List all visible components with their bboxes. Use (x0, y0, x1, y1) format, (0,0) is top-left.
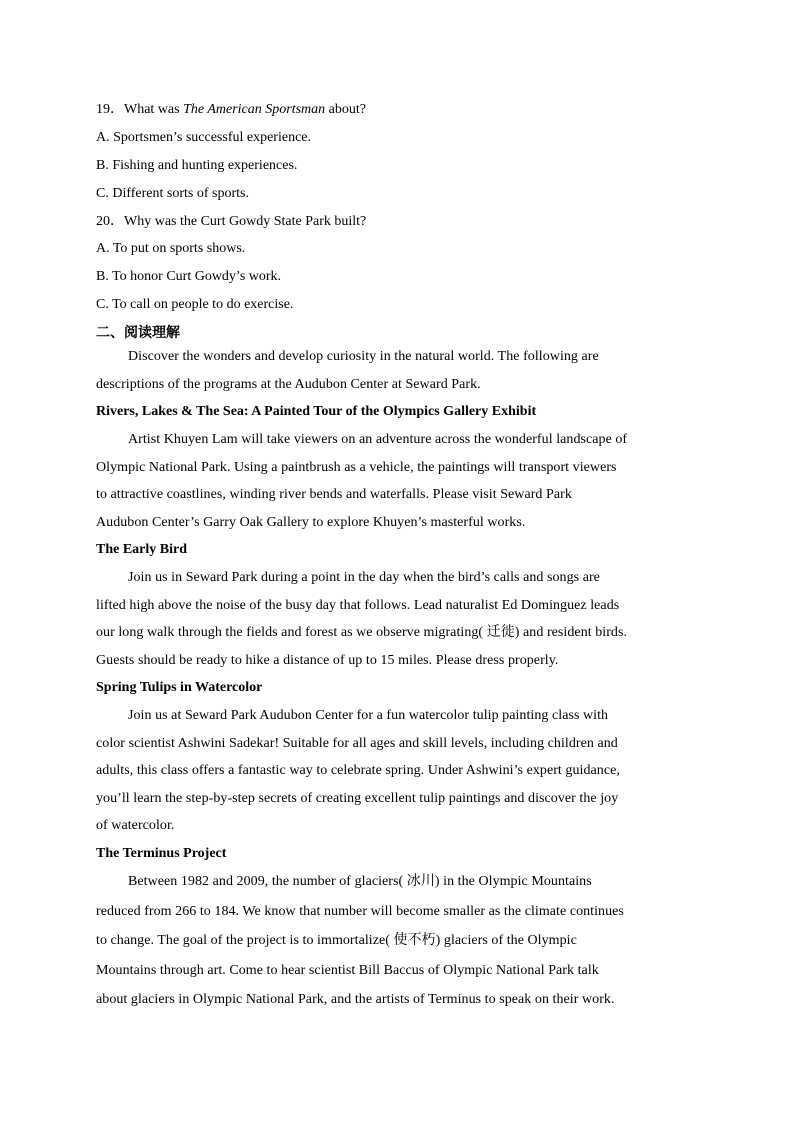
program-title: Rivers, Lakes & The Sea: A Painted Tour of the Olympics Gallery Exhibit (96, 404, 537, 420)
option-c: C. To call on people to do exercise. (96, 297, 294, 313)
paragraph-line: Guests should be ready to hike a distance of up to 15 miles. Please dress properly. (96, 652, 559, 668)
paragraph-line: you’ll learn the step-by-step secrets of creating excellent tulip paintings and discover the joy (96, 790, 619, 806)
paragraph-line: of watercolor. (96, 818, 175, 834)
document-page (96, 96, 696, 1014)
program-description (96, 702, 696, 840)
paragraph-line: adults, this class offers a fantastic way to celebrate spring. Under Ashwini’s expert guidance, (96, 763, 620, 779)
option-b: B. Fishing and hunting experiences. (96, 157, 298, 173)
paragraph-line: Join us in Seward Park during a point in the day when the bird’s calls and songs are (128, 569, 600, 585)
paragraph-line: Join us at Seward Park Audubon Center for a fun watercolor tulip painting class with (128, 707, 609, 723)
program-gallery-exhibit (96, 398, 696, 536)
paragraph-line: reduced from 266 to 184. We know that number will become smaller as the climate continues (96, 904, 624, 920)
stem-italic-title: The American Sportsman (183, 102, 326, 117)
paragraph-line: lifted high above the noise of the busy day that follows. Lead naturalist Ed Dominguez leads (96, 597, 620, 613)
program-terminus-project (96, 840, 696, 1015)
section-title: 二、阅读理解 (96, 325, 180, 342)
program-description (96, 867, 696, 1014)
paragraph-line: Artist Khuyen Lam will take viewers on an adventure across the wonderful landscape of (128, 431, 628, 447)
option-b: B. To honor Curt Gowdy’s work. (96, 269, 282, 285)
paragraph-line: to attractive coastlines, winding river bends and waterfalls. Please visit Seward Park (96, 487, 572, 503)
stem-text: Why was the Curt Gowdy State Park built? (124, 213, 367, 229)
program-description (96, 426, 696, 536)
question-19 (96, 96, 696, 208)
paragraph-line: Between 1982 and 2009, the number of glaciers( 冰川) in the Olympic Mountains (128, 874, 592, 890)
program-title: The Terminus Project (96, 845, 227, 861)
paragraph-line: Discover the wonders and develop curiosity in the natural world. The following are (128, 349, 599, 365)
question-stem (96, 96, 696, 124)
paragraph-line: to change. The goal of the project is to immortalize( 使不朽) glaciers of the Olympic (96, 933, 577, 949)
question-20 (96, 208, 696, 320)
program-title: Spring Tulips in Watercolor (96, 680, 263, 696)
question-number: 20． (96, 213, 124, 229)
question-stem (96, 208, 696, 236)
paragraph-line: about glaciers in Olympic National Park, and the artists of Terminus to speak on their work. (96, 992, 615, 1008)
program-title: The Early Bird (96, 542, 188, 558)
question-number: 19． (96, 102, 124, 117)
paragraph-line: descriptions of the programs at the Audubon Center at Seward Park. (96, 376, 481, 392)
stem-text-end: about? (325, 102, 366, 117)
paragraph-line: Audubon Center’s Garry Oak Gallery to explore Khuyen’s masterful works. (96, 514, 526, 530)
program-spring-tulips (96, 674, 696, 840)
intro-paragraph (96, 343, 696, 398)
option-c: C. Different sorts of sports. (96, 185, 249, 201)
paragraph-line: our long walk through the fields and forest as we observe migrating( 迁徙) and resident birds. (96, 625, 628, 641)
program-early-bird (96, 536, 696, 674)
option-a: A. To put on sports shows. (96, 241, 246, 257)
program-description (96, 564, 696, 674)
option-a: A. Sportsmen’s successful experience. (96, 129, 311, 145)
stem-text: What was (124, 102, 184, 117)
paragraph-line: color scientist Ashwini Sadekar! Suitable for all ages and skill levels, including children and (96, 735, 618, 751)
paragraph-line: Mountains through art. Come to hear scientist Bill Baccus of Olympic National Park talk (96, 963, 599, 979)
paragraph-line: Olympic National Park. Using a paintbrush as a vehicle, the paintings will transport viewers (96, 459, 617, 475)
